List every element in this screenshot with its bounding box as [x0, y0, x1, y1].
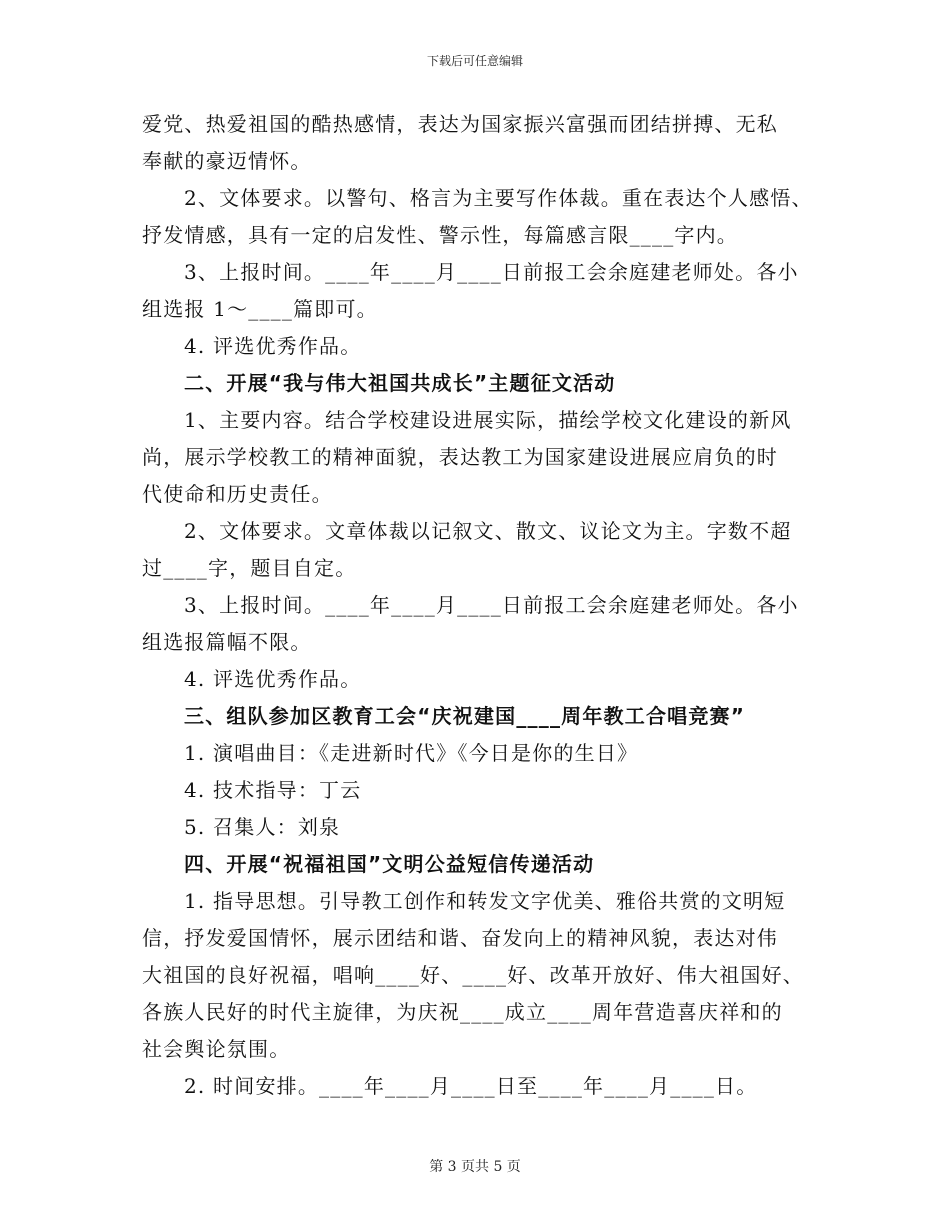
section-heading: 四、开展“祝福祖国”文明公益短信传递活动 — [184, 852, 595, 876]
document-body — [142, 106, 822, 1105]
paragraph-line: 3、上报时间。____年____月____日前报工会余庭建老师处。各小 — [184, 593, 799, 617]
paragraph-line: 社会舆论氛围。 — [142, 1037, 291, 1061]
paragraph-line: 4. 评选优秀作品。 — [184, 667, 362, 691]
paragraph-line: 抒发情感，具有一定的启发性、警示性，每篇感言限____字内。 — [142, 223, 738, 247]
paragraph-line: 各族人民好的时代主旋律，为庆祝____成立____周年营造喜庆祥和的 — [142, 1000, 783, 1024]
paragraph-line: 2、文体要求。文章体裁以记叙文、散文、议论文为主。字数不超 — [184, 519, 792, 543]
paragraph-line: 爱党、热爱祖国的酷热感情，表达为国家振兴富强而团结拼搏、无私 — [142, 112, 778, 136]
paragraph-line: 2. 时间安排。____年____月____日至____年____月____日。 — [184, 1074, 758, 1098]
paragraph-line: 组选报 1～____篇即可。 — [142, 297, 378, 321]
section-heading: 二、开展“我与伟大祖国共成长”主题征文活动 — [184, 371, 616, 395]
paragraph-line: 尚，展示学校教工的精神面貌，表达教工为国家建设进展应肩负的时 — [142, 445, 778, 469]
paragraph-line: 奉献的豪迈情怀。 — [142, 149, 312, 173]
page-footer: 第 3 页共 5 页 — [429, 1159, 521, 1175]
paragraph-line: 4. 技术指导：丁云 — [184, 778, 362, 802]
page-header: 下载后可任意编辑 — [426, 54, 523, 68]
paragraph-line: 大祖国的良好祝福，唱响____好、____好、改革开放好、伟大祖国好、 — [142, 963, 804, 987]
paragraph-line: 1. 演唱曲目：《走进新时代》《今日是你的生日》 — [184, 741, 639, 765]
paragraph-line: 组选报篇幅不限。 — [142, 630, 312, 654]
paragraph-line: 1. 指导思想。引导教工创作和转发文字优美、雅俗共赏的文明短 — [184, 889, 786, 913]
paragraph-line: 3、上报时间。____年____月____日前报工会余庭建老师处。各小 — [184, 260, 799, 284]
section-heading: 三、组队参加区教育工会“庆祝建国____周年教工合唱竞赛” — [184, 704, 746, 728]
paragraph-line: 代使命和历史责任。 — [142, 482, 333, 506]
paragraph-line: 4. 评选优秀作品。 — [184, 334, 362, 358]
paragraph-line: 过____字，题目自定。 — [142, 556, 357, 580]
paragraph-line: 5. 召集人：刘泉 — [184, 815, 341, 839]
paragraph-line: 2、文体要求。以警句、格言为主要写作体裁。重在表达个人感悟、 — [184, 186, 813, 210]
paragraph-line: 1、主要内容。结合学校建设进展实际，描绘学校文化建设的新风 — [184, 408, 792, 432]
paragraph-line: 信，抒发爱国情怀，展示团结和谐、奋发向上的精神风貌，表达对伟 — [142, 926, 778, 950]
